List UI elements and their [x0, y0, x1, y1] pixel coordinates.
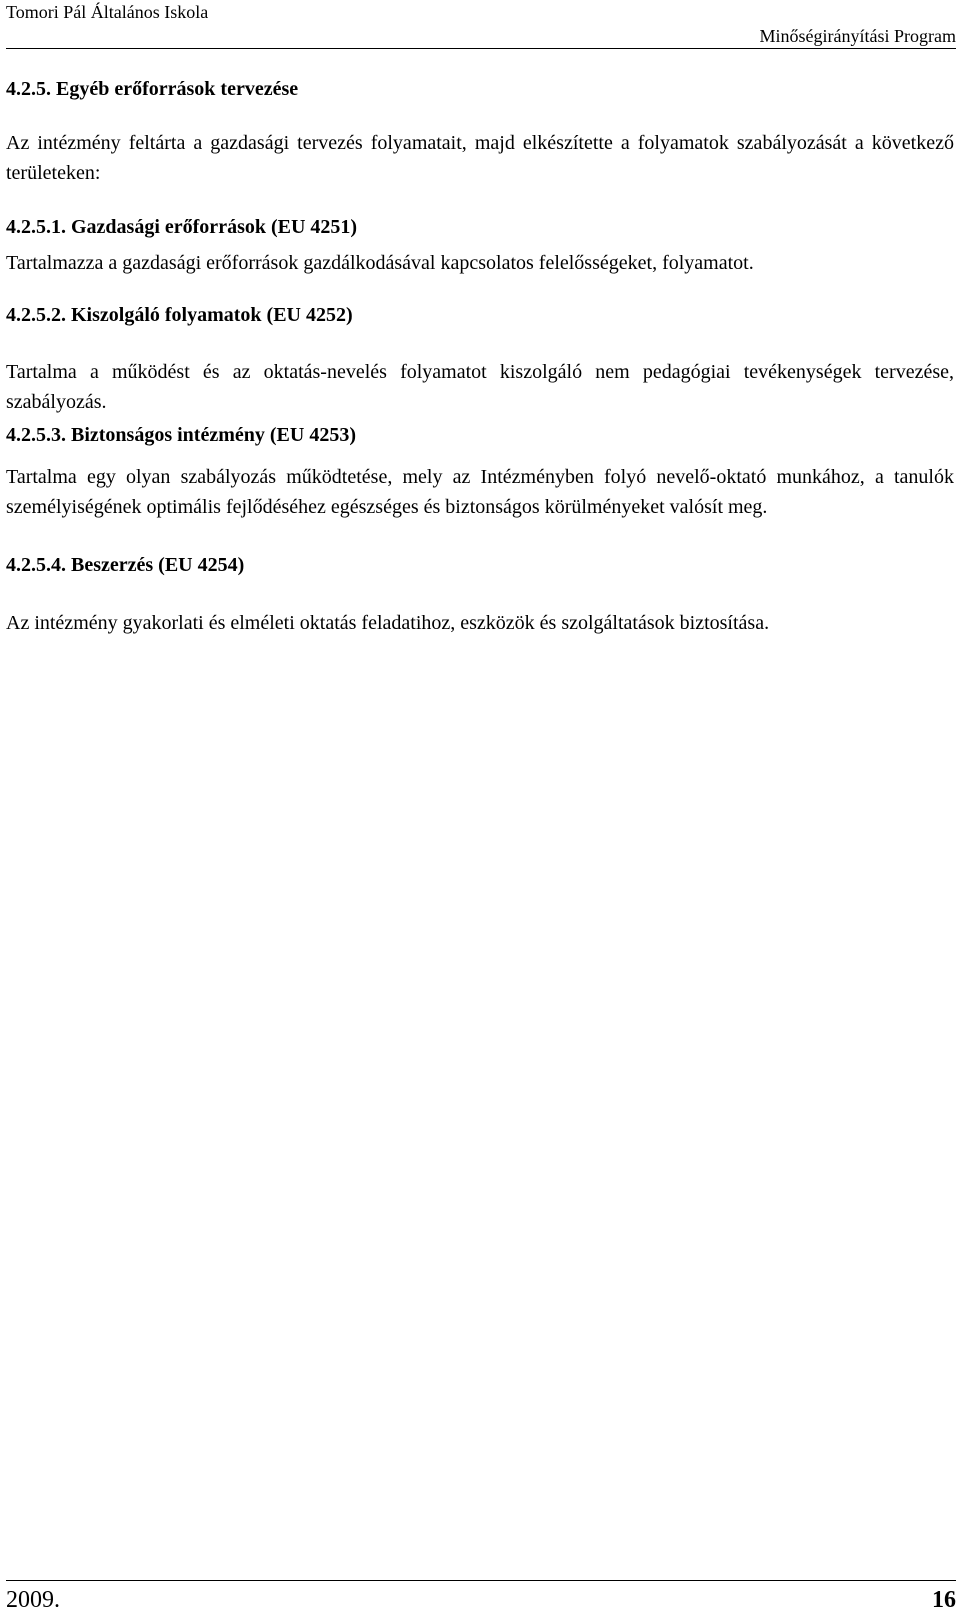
- header-document-title: Minőségirányítási Program: [759, 26, 956, 46]
- page-number: 16: [932, 1587, 956, 1613]
- page-footer: [6, 1580, 956, 1615]
- section-text-4-2-5-1: Tartalmazza a gazdasági erőforrások gazdálkodásával kapcsolatos felelősségeket, folyamatot.: [6, 252, 754, 274]
- section-heading-4-2-5-1: 4.2.5.1. Gazdasági erőforrások (EU 4251): [6, 216, 358, 238]
- page-content: [6, 74, 954, 638]
- section-text-4-2-5-4: Az intézmény gyakorlati és elméleti oktatás feladatihoz, eszközök és szolgáltatások biztosítása.: [6, 612, 770, 634]
- footer-year: 2009.: [6, 1587, 60, 1613]
- section-text-4-2-5-3: Tartalma egy olyan szabályozás működtetése, mely az Intézményben folyó nevelő-oktató munkához, a tanulók személyiségének optimális fejlődéséhez egészséges és biztonságos körülményeket valósít meg.: [6, 466, 954, 518]
- section-text-4-2-5-2: Tartalma a működést és az oktatás-nevelés folyamatot kiszolgáló nem pedagógiai tevékenységek tervezése, szabályozás.: [6, 361, 954, 413]
- section-heading-4-2-5-4: 4.2.5.4. Beszerzés (EU 4254): [6, 554, 245, 576]
- section-text-4-2-5: Az intézmény feltárta a gazdasági tervezés folyamatait, majd elkészítette a folyamatok szabályozását a következő területeken:: [6, 132, 954, 184]
- header-school-name: Tomori Pál Általános Iskola: [6, 2, 209, 22]
- page-header: [6, 0, 956, 49]
- section-heading-4-2-5-2: 4.2.5.2. Kiszolgáló folyamatok (EU 4252): [6, 304, 353, 326]
- section-heading-4-2-5: 4.2.5. Egyéb erőforrások tervezése: [6, 78, 299, 100]
- section-heading-4-2-5-3: 4.2.5.3. Biztonságos intézmény (EU 4253): [6, 424, 356, 446]
